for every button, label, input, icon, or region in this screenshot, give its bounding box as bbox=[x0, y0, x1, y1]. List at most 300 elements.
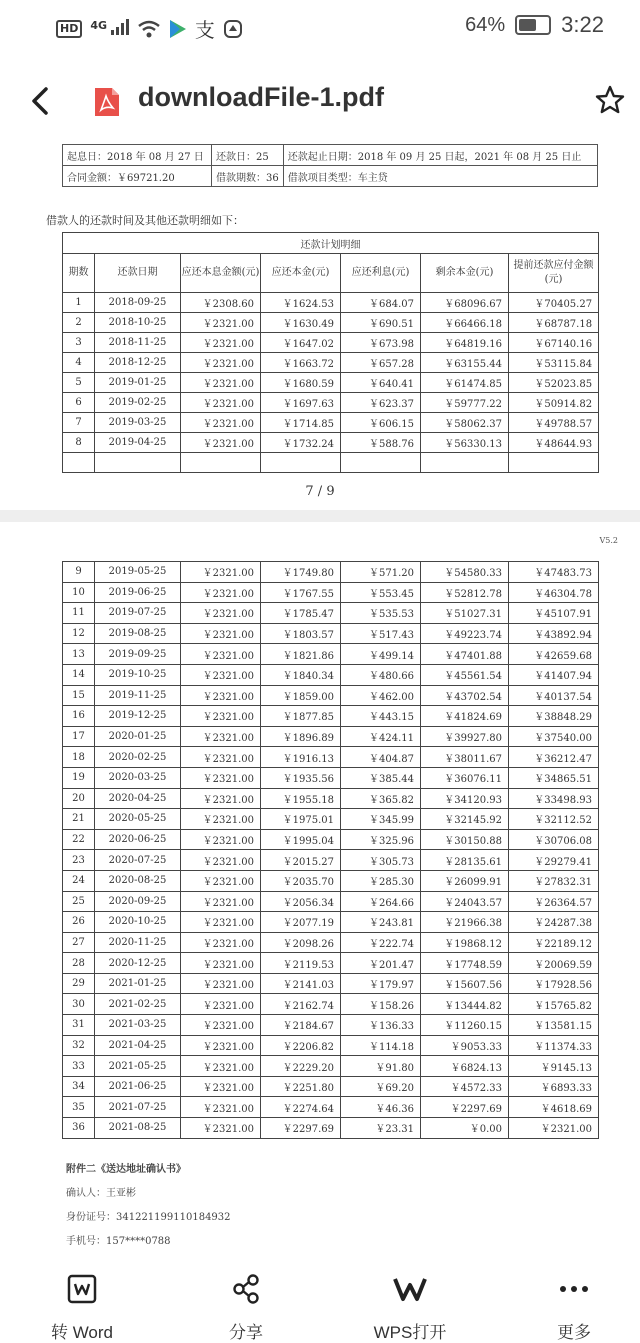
info-cell: 起息日：2018 年 08 月 27 日 bbox=[63, 145, 212, 166]
page-separator bbox=[0, 510, 640, 522]
table-cell: 18 bbox=[63, 747, 95, 768]
table-cell: 2020-10-25 bbox=[95, 912, 181, 933]
table-cell: ￥53115.84 bbox=[509, 353, 599, 373]
table-cell: ￥2321.00 bbox=[181, 726, 261, 747]
table-row bbox=[63, 726, 599, 747]
table-cell: 11 bbox=[63, 603, 95, 624]
table-cell: 13 bbox=[63, 644, 95, 665]
clock: 3:22 bbox=[561, 12, 604, 37]
bottom-toolbar bbox=[0, 1262, 640, 1342]
table-cell: ￥1916.13 bbox=[261, 747, 341, 768]
table-cell: ￥49788.57 bbox=[509, 413, 599, 433]
annex-title: 附件二《送达地址确认书》 bbox=[66, 1164, 186, 1175]
table-row bbox=[63, 1118, 599, 1139]
table-cell: ￥606.15 bbox=[341, 413, 421, 433]
table-cell: ￥673.98 bbox=[341, 333, 421, 353]
table-cell: ￥13444.82 bbox=[421, 994, 509, 1015]
info-cell: 借款期数：36 bbox=[212, 166, 284, 187]
share-button[interactable] bbox=[186, 1272, 306, 1343]
table-cell: ￥38848.29 bbox=[509, 706, 599, 727]
table-row bbox=[63, 891, 599, 912]
info-cell: 合同金额：￥69721.20 bbox=[63, 166, 212, 187]
table-cell: ￥45107.91 bbox=[509, 603, 599, 624]
table-cell: 2020-11-25 bbox=[95, 932, 181, 953]
table-cell: ￥2321.00 bbox=[181, 393, 261, 413]
table-cell: ￥34865.51 bbox=[509, 767, 599, 788]
table-cell: ￥2321.00 bbox=[181, 829, 261, 850]
table-cell: ￥19868.12 bbox=[421, 932, 509, 953]
more-button[interactable] bbox=[514, 1272, 634, 1343]
table-cell: ￥2321.00 bbox=[181, 644, 261, 665]
table-cell: ￥114.18 bbox=[341, 1035, 421, 1056]
info-row bbox=[63, 145, 598, 166]
schedule-title: 还款计划明细 bbox=[63, 233, 599, 254]
table-cell: 2019-04-25 bbox=[95, 433, 181, 453]
app-notification-icon bbox=[223, 19, 243, 39]
table-cell: 2020-12-25 bbox=[95, 953, 181, 974]
table-cell: ￥571.20 bbox=[341, 562, 421, 583]
table-cell: ￥2321.00 bbox=[181, 850, 261, 871]
table-cell: ￥68787.18 bbox=[509, 313, 599, 333]
table-row bbox=[63, 829, 599, 850]
table-cell: ￥553.45 bbox=[341, 582, 421, 603]
table-cell: ￥68096.67 bbox=[421, 293, 509, 313]
repayment-schedule-table-continued bbox=[62, 561, 599, 1139]
table-cell: ￥38011.67 bbox=[421, 747, 509, 768]
table-cell: ￥23.31 bbox=[341, 1118, 421, 1139]
table-row bbox=[63, 1076, 599, 1097]
table-cell: ￥1840.34 bbox=[261, 664, 341, 685]
app-header bbox=[0, 52, 640, 150]
table-cell: ￥47401.88 bbox=[421, 644, 509, 665]
table-cell: 20 bbox=[63, 788, 95, 809]
table-row bbox=[63, 1035, 599, 1056]
table-cell: 2021-02-25 bbox=[95, 994, 181, 1015]
table-row bbox=[63, 1097, 599, 1118]
table-cell: ￥48644.93 bbox=[509, 433, 599, 453]
share-label: 分享 bbox=[229, 1323, 263, 1342]
table-cell: ￥41407.94 bbox=[509, 664, 599, 685]
table-cell: 2020-09-25 bbox=[95, 891, 181, 912]
table-cell: ￥63155.44 bbox=[421, 353, 509, 373]
table-cell: ￥2321.00 bbox=[181, 767, 261, 788]
table-cell: ￥480.66 bbox=[341, 664, 421, 685]
table-cell: 12 bbox=[63, 623, 95, 644]
table-cell: ￥2035.70 bbox=[261, 870, 341, 891]
table-cell: ￥22189.12 bbox=[509, 932, 599, 953]
table-cell: ￥64819.16 bbox=[421, 333, 509, 353]
table-cell: ￥40137.54 bbox=[509, 685, 599, 706]
table-cell: ￥34120.93 bbox=[421, 788, 509, 809]
table-cell: 2021-07-25 bbox=[95, 1097, 181, 1118]
table-cell: ￥2321.00 bbox=[181, 1056, 261, 1077]
table-cell: ￥1749.80 bbox=[261, 562, 341, 583]
table-cell: ￥179.97 bbox=[341, 973, 421, 994]
table-cell: ￥2321.00 bbox=[181, 664, 261, 685]
table-cell: ￥59777.22 bbox=[421, 393, 509, 413]
table-cell: 5 bbox=[63, 373, 95, 393]
table-cell: ￥2321.00 bbox=[181, 912, 261, 933]
table-cell: ￥17928.56 bbox=[509, 973, 599, 994]
play-store-icon bbox=[169, 19, 187, 39]
page-number: 7 / 9 bbox=[305, 484, 335, 499]
table-cell: ￥1697.63 bbox=[261, 393, 341, 413]
column-header: 应还本息金额(元) bbox=[181, 254, 261, 293]
table-cell: ￥404.87 bbox=[341, 747, 421, 768]
table-row bbox=[63, 644, 599, 665]
table-row bbox=[63, 664, 599, 685]
table-cell: 2018-12-25 bbox=[95, 353, 181, 373]
table-cell: ￥2297.69 bbox=[261, 1118, 341, 1139]
table-cell: ￥2015.27 bbox=[261, 850, 341, 871]
table-cell: 7 bbox=[63, 413, 95, 433]
table-cell: ￥36212.47 bbox=[509, 747, 599, 768]
table-cell: ￥2251.80 bbox=[261, 1076, 341, 1097]
table-cell: 2019-09-25 bbox=[95, 644, 181, 665]
table-cell: ￥2056.34 bbox=[261, 891, 341, 912]
table-cell: ￥50914.82 bbox=[509, 393, 599, 413]
table-cell: ￥2321.00 bbox=[181, 373, 261, 393]
table-cell: 2021-03-25 bbox=[95, 1015, 181, 1036]
table-cell: 26 bbox=[63, 912, 95, 933]
table-cell: ￥2321.00 bbox=[181, 953, 261, 974]
table-row bbox=[63, 973, 599, 994]
table-cell: 27 bbox=[63, 932, 95, 953]
table-cell: ￥2321.00 bbox=[181, 973, 261, 994]
table-cell: 9 bbox=[63, 562, 95, 583]
table-cell: 10 bbox=[63, 582, 95, 603]
table-cell: ￥2321.00 bbox=[181, 603, 261, 624]
table-cell: ￥2321.00 bbox=[181, 313, 261, 333]
table-cell: 36 bbox=[63, 1118, 95, 1139]
schedule-intro: 借款人的还款时间及其他还款明细如下： bbox=[46, 214, 244, 227]
table-cell: ￥11374.33 bbox=[509, 1035, 599, 1056]
table-cell: 35 bbox=[63, 1097, 95, 1118]
table-cell: ￥54580.33 bbox=[421, 562, 509, 583]
table-cell: ￥20069.59 bbox=[509, 953, 599, 974]
table-cell: ￥2321.00 bbox=[181, 413, 261, 433]
table-cell: ￥443.15 bbox=[341, 706, 421, 727]
table-cell: ￥37540.00 bbox=[509, 726, 599, 747]
table-row bbox=[63, 313, 599, 333]
table-cell: ￥17748.59 bbox=[421, 953, 509, 974]
table-cell: ￥2184.67 bbox=[261, 1015, 341, 1036]
table-cell: 8 bbox=[63, 433, 95, 453]
table-cell: ￥28135.61 bbox=[421, 850, 509, 871]
table-cell: ￥2321.00 bbox=[181, 994, 261, 1015]
table-cell: ￥2321.00 bbox=[181, 1097, 261, 1118]
table-row bbox=[63, 994, 599, 1015]
more-dots-icon bbox=[559, 1285, 589, 1293]
table-cell: ￥39927.80 bbox=[421, 726, 509, 747]
table-cell: ￥2206.82 bbox=[261, 1035, 341, 1056]
schedule-header-row bbox=[63, 254, 599, 293]
version-label: V5.2 bbox=[599, 536, 618, 545]
table-cell: 2021-08-25 bbox=[95, 1118, 181, 1139]
table-cell: ￥2321.00 bbox=[181, 333, 261, 353]
table-cell: 2018-09-25 bbox=[95, 293, 181, 313]
table-cell: ￥26364.57 bbox=[509, 891, 599, 912]
table-cell: ￥70405.27 bbox=[509, 293, 599, 313]
table-cell: 2020-07-25 bbox=[95, 850, 181, 871]
table-cell: ￥2321.00 bbox=[181, 433, 261, 453]
table-row bbox=[63, 1015, 599, 1036]
table-cell: ￥1859.00 bbox=[261, 685, 341, 706]
table-cell: 29 bbox=[63, 973, 95, 994]
table-cell: 2019-02-25 bbox=[95, 393, 181, 413]
table-cell: ￥201.47 bbox=[341, 953, 421, 974]
table-cell: ￥47483.73 bbox=[509, 562, 599, 583]
table-cell: 15 bbox=[63, 685, 95, 706]
table-cell: ￥2321.00 bbox=[181, 582, 261, 603]
table-cell: ￥499.14 bbox=[341, 644, 421, 665]
column-header: 应还本金(元) bbox=[261, 254, 341, 293]
table-cell: ￥424.11 bbox=[341, 726, 421, 747]
table-row bbox=[63, 582, 599, 603]
table-cell: ￥2321.00 bbox=[181, 353, 261, 373]
table-row bbox=[63, 433, 599, 453]
table-cell: ￥2098.26 bbox=[261, 932, 341, 953]
table-cell: ￥2162.74 bbox=[261, 994, 341, 1015]
to-word-label: 转 Word bbox=[50, 1323, 114, 1342]
table-row bbox=[63, 333, 599, 353]
table-row bbox=[63, 623, 599, 644]
table-cell: ￥2229.20 bbox=[261, 1056, 341, 1077]
table-cell: ￥42659.68 bbox=[509, 644, 599, 665]
table-cell: ￥2321.00 bbox=[509, 1118, 599, 1139]
table-cell: ￥46.36 bbox=[341, 1097, 421, 1118]
table-cell: 2020-08-25 bbox=[95, 870, 181, 891]
table-cell: 30 bbox=[63, 994, 95, 1015]
table-cell: ￥0.00 bbox=[421, 1118, 509, 1139]
table-cell: ￥30706.08 bbox=[509, 829, 599, 850]
annex-id-number: 身份证号：341221199110184932 bbox=[66, 1212, 231, 1223]
table-cell: ￥1630.49 bbox=[261, 313, 341, 333]
table-cell: ￥29279.41 bbox=[509, 850, 599, 871]
table-row-partial bbox=[63, 453, 599, 473]
table-row bbox=[63, 393, 599, 413]
table-row bbox=[63, 788, 599, 809]
table-cell: ￥2321.00 bbox=[181, 1076, 261, 1097]
table-cell: ￥32112.52 bbox=[509, 809, 599, 830]
back-arrow-icon[interactable] bbox=[30, 86, 50, 116]
table-row bbox=[63, 747, 599, 768]
table-cell: ￥1624.53 bbox=[261, 293, 341, 313]
table-row bbox=[63, 767, 599, 788]
table-cell: ￥52812.78 bbox=[421, 582, 509, 603]
open-wps-label: WPS打开 bbox=[373, 1323, 447, 1342]
table-cell: ￥67140.16 bbox=[509, 333, 599, 353]
info-cell: 还款日：25 bbox=[212, 145, 284, 166]
info-cell: 借款项目类型：车主贷 bbox=[283, 166, 597, 187]
table-cell: ￥52023.85 bbox=[509, 373, 599, 393]
table-row bbox=[63, 706, 599, 727]
table-cell: ￥1935.56 bbox=[261, 767, 341, 788]
table-cell: ￥2308.60 bbox=[181, 293, 261, 313]
pdf-file-icon bbox=[92, 86, 122, 118]
table-cell: ￥2119.53 bbox=[261, 953, 341, 974]
table-cell: ￥1647.02 bbox=[261, 333, 341, 353]
network-type: 4G bbox=[90, 19, 108, 32]
table-row bbox=[63, 685, 599, 706]
table-cell: ￥623.37 bbox=[341, 393, 421, 413]
column-header: 期数 bbox=[63, 254, 95, 293]
column-header: 剩余本金(元) bbox=[421, 254, 509, 293]
table-cell: 2021-06-25 bbox=[95, 1076, 181, 1097]
table-cell: ￥2321.00 bbox=[181, 623, 261, 644]
table-cell: 2020-06-25 bbox=[95, 829, 181, 850]
table-cell: ￥11260.15 bbox=[421, 1015, 509, 1036]
table-cell: 2019-12-25 bbox=[95, 706, 181, 727]
column-header: 还款日期 bbox=[95, 254, 181, 293]
table-cell: ￥4618.69 bbox=[509, 1097, 599, 1118]
table-row bbox=[63, 850, 599, 871]
table-cell: 2020-05-25 bbox=[95, 809, 181, 830]
table-cell: 2019-07-25 bbox=[95, 603, 181, 624]
table-cell: 24 bbox=[63, 870, 95, 891]
table-cell: ￥13581.15 bbox=[509, 1015, 599, 1036]
table-cell: 2020-02-25 bbox=[95, 747, 181, 768]
table-cell: ￥43702.54 bbox=[421, 685, 509, 706]
table-cell: ￥462.00 bbox=[341, 685, 421, 706]
table-cell: 23 bbox=[63, 850, 95, 871]
table-cell: ￥24287.38 bbox=[509, 912, 599, 933]
table-cell: ￥2141.03 bbox=[261, 973, 341, 994]
table-cell: ￥1732.24 bbox=[261, 433, 341, 453]
table-cell: ￥21966.38 bbox=[421, 912, 509, 933]
table-cell: ￥2077.19 bbox=[261, 912, 341, 933]
table-cell: ￥32145.92 bbox=[421, 809, 509, 830]
table-cell: ￥2321.00 bbox=[181, 809, 261, 830]
table-cell: ￥45561.54 bbox=[421, 664, 509, 685]
table-cell: ￥61474.85 bbox=[421, 373, 509, 393]
table-cell: ￥6893.33 bbox=[509, 1076, 599, 1097]
table-cell: 6 bbox=[63, 393, 95, 413]
open-wps-button[interactable] bbox=[350, 1272, 470, 1343]
table-cell: ￥222.74 bbox=[341, 932, 421, 953]
table-cell: ￥158.26 bbox=[341, 994, 421, 1015]
table-cell: 28 bbox=[63, 953, 95, 974]
table-cell: ￥24043.57 bbox=[421, 891, 509, 912]
file-title: downloadFile-1.pdf bbox=[138, 82, 384, 112]
table-cell: 22 bbox=[63, 829, 95, 850]
table-cell: ￥1896.89 bbox=[261, 726, 341, 747]
table-cell: ￥6824.13 bbox=[421, 1056, 509, 1077]
table-cell: ￥69.20 bbox=[341, 1076, 421, 1097]
table-cell: ￥36076.11 bbox=[421, 767, 509, 788]
table-cell: ￥15765.82 bbox=[509, 994, 599, 1015]
table-cell: ￥1803.57 bbox=[261, 623, 341, 644]
table-cell: 2020-03-25 bbox=[95, 767, 181, 788]
table-cell: ￥15607.56 bbox=[421, 973, 509, 994]
table-cell: 2021-05-25 bbox=[95, 1056, 181, 1077]
column-header: 应还利息(元) bbox=[341, 254, 421, 293]
alipay-icon: 支 bbox=[194, 18, 215, 42]
table-cell: ￥49223.74 bbox=[421, 623, 509, 644]
table-cell: ￥66466.18 bbox=[421, 313, 509, 333]
table-cell: 2 bbox=[63, 313, 95, 333]
table-cell: 16 bbox=[63, 706, 95, 727]
table-cell: ￥264.66 bbox=[341, 891, 421, 912]
table-cell: ￥243.81 bbox=[341, 912, 421, 933]
word-convert-icon bbox=[67, 1274, 97, 1304]
to-word-button[interactable] bbox=[22, 1272, 142, 1343]
table-cell: 17 bbox=[63, 726, 95, 747]
table-cell: ￥2321.00 bbox=[181, 562, 261, 583]
table-cell: ￥365.82 bbox=[341, 788, 421, 809]
table-row bbox=[63, 912, 599, 933]
table-cell: 34 bbox=[63, 1076, 95, 1097]
table-cell: ￥325.96 bbox=[341, 829, 421, 850]
status-bar bbox=[0, 0, 640, 52]
table-row bbox=[63, 353, 599, 373]
table-cell: 2019-06-25 bbox=[95, 582, 181, 603]
table-cell: ￥517.43 bbox=[341, 623, 421, 644]
hd-indicator: HD bbox=[56, 20, 82, 38]
battery-percent: 64% bbox=[465, 13, 506, 36]
table-cell: 2020-01-25 bbox=[95, 726, 181, 747]
table-cell: 2019-03-25 bbox=[95, 413, 181, 433]
annex-phone: 手机号：157****0788 bbox=[66, 1236, 171, 1247]
more-label: 更多 bbox=[557, 1323, 591, 1342]
info-cell: 还款起止日期：2018 年 09 月 25 日起，2021 年 08 月 25 日止 bbox=[283, 145, 597, 166]
table-cell: ￥1714.85 bbox=[261, 413, 341, 433]
table-cell: ￥1680.59 bbox=[261, 373, 341, 393]
table-cell: 4 bbox=[63, 353, 95, 373]
table-cell: ￥2274.64 bbox=[261, 1097, 341, 1118]
table-cell: 2018-10-25 bbox=[95, 313, 181, 333]
table-row bbox=[63, 373, 599, 393]
table-cell: ￥1785.47 bbox=[261, 603, 341, 624]
table-cell: 32 bbox=[63, 1035, 95, 1056]
table-cell: ￥9145.13 bbox=[509, 1056, 599, 1077]
table-cell: 2018-11-25 bbox=[95, 333, 181, 353]
table-cell: ￥305.73 bbox=[341, 850, 421, 871]
table-row bbox=[63, 413, 599, 433]
table-cell: ￥43892.94 bbox=[509, 623, 599, 644]
table-cell: 2019-11-25 bbox=[95, 685, 181, 706]
table-cell: ￥1767.55 bbox=[261, 582, 341, 603]
table-cell: ￥2321.00 bbox=[181, 891, 261, 912]
star-favorite-icon[interactable] bbox=[594, 84, 626, 116]
table-cell: 14 bbox=[63, 664, 95, 685]
table-cell: ￥535.53 bbox=[341, 603, 421, 624]
battery-fill bbox=[519, 19, 536, 31]
table-cell: ￥1821.86 bbox=[261, 644, 341, 665]
share-icon bbox=[231, 1274, 261, 1304]
table-cell: ￥285.30 bbox=[341, 870, 421, 891]
table-cell: ￥9053.33 bbox=[421, 1035, 509, 1056]
column-header: 提前还款应付金额(元) bbox=[509, 254, 599, 293]
battery-icon bbox=[515, 15, 551, 35]
table-cell: ￥684.07 bbox=[341, 293, 421, 313]
repayment-schedule-table bbox=[62, 232, 599, 473]
table-cell: ￥46304.78 bbox=[509, 582, 599, 603]
table-cell: 25 bbox=[63, 891, 95, 912]
table-cell: 2019-10-25 bbox=[95, 664, 181, 685]
table-cell: ￥41824.69 bbox=[421, 706, 509, 727]
table-cell: ￥657.28 bbox=[341, 353, 421, 373]
table-cell: 3 bbox=[63, 333, 95, 353]
table-cell: ￥690.51 bbox=[341, 313, 421, 333]
table-row bbox=[63, 953, 599, 974]
table-cell: ￥2321.00 bbox=[181, 1035, 261, 1056]
table-cell: ￥4572.33 bbox=[421, 1076, 509, 1097]
table-cell: ￥1995.04 bbox=[261, 829, 341, 850]
table-cell: ￥26099.91 bbox=[421, 870, 509, 891]
table-cell: ￥136.33 bbox=[341, 1015, 421, 1036]
annex-confirmer: 确认人：王亚彬 bbox=[66, 1188, 136, 1199]
